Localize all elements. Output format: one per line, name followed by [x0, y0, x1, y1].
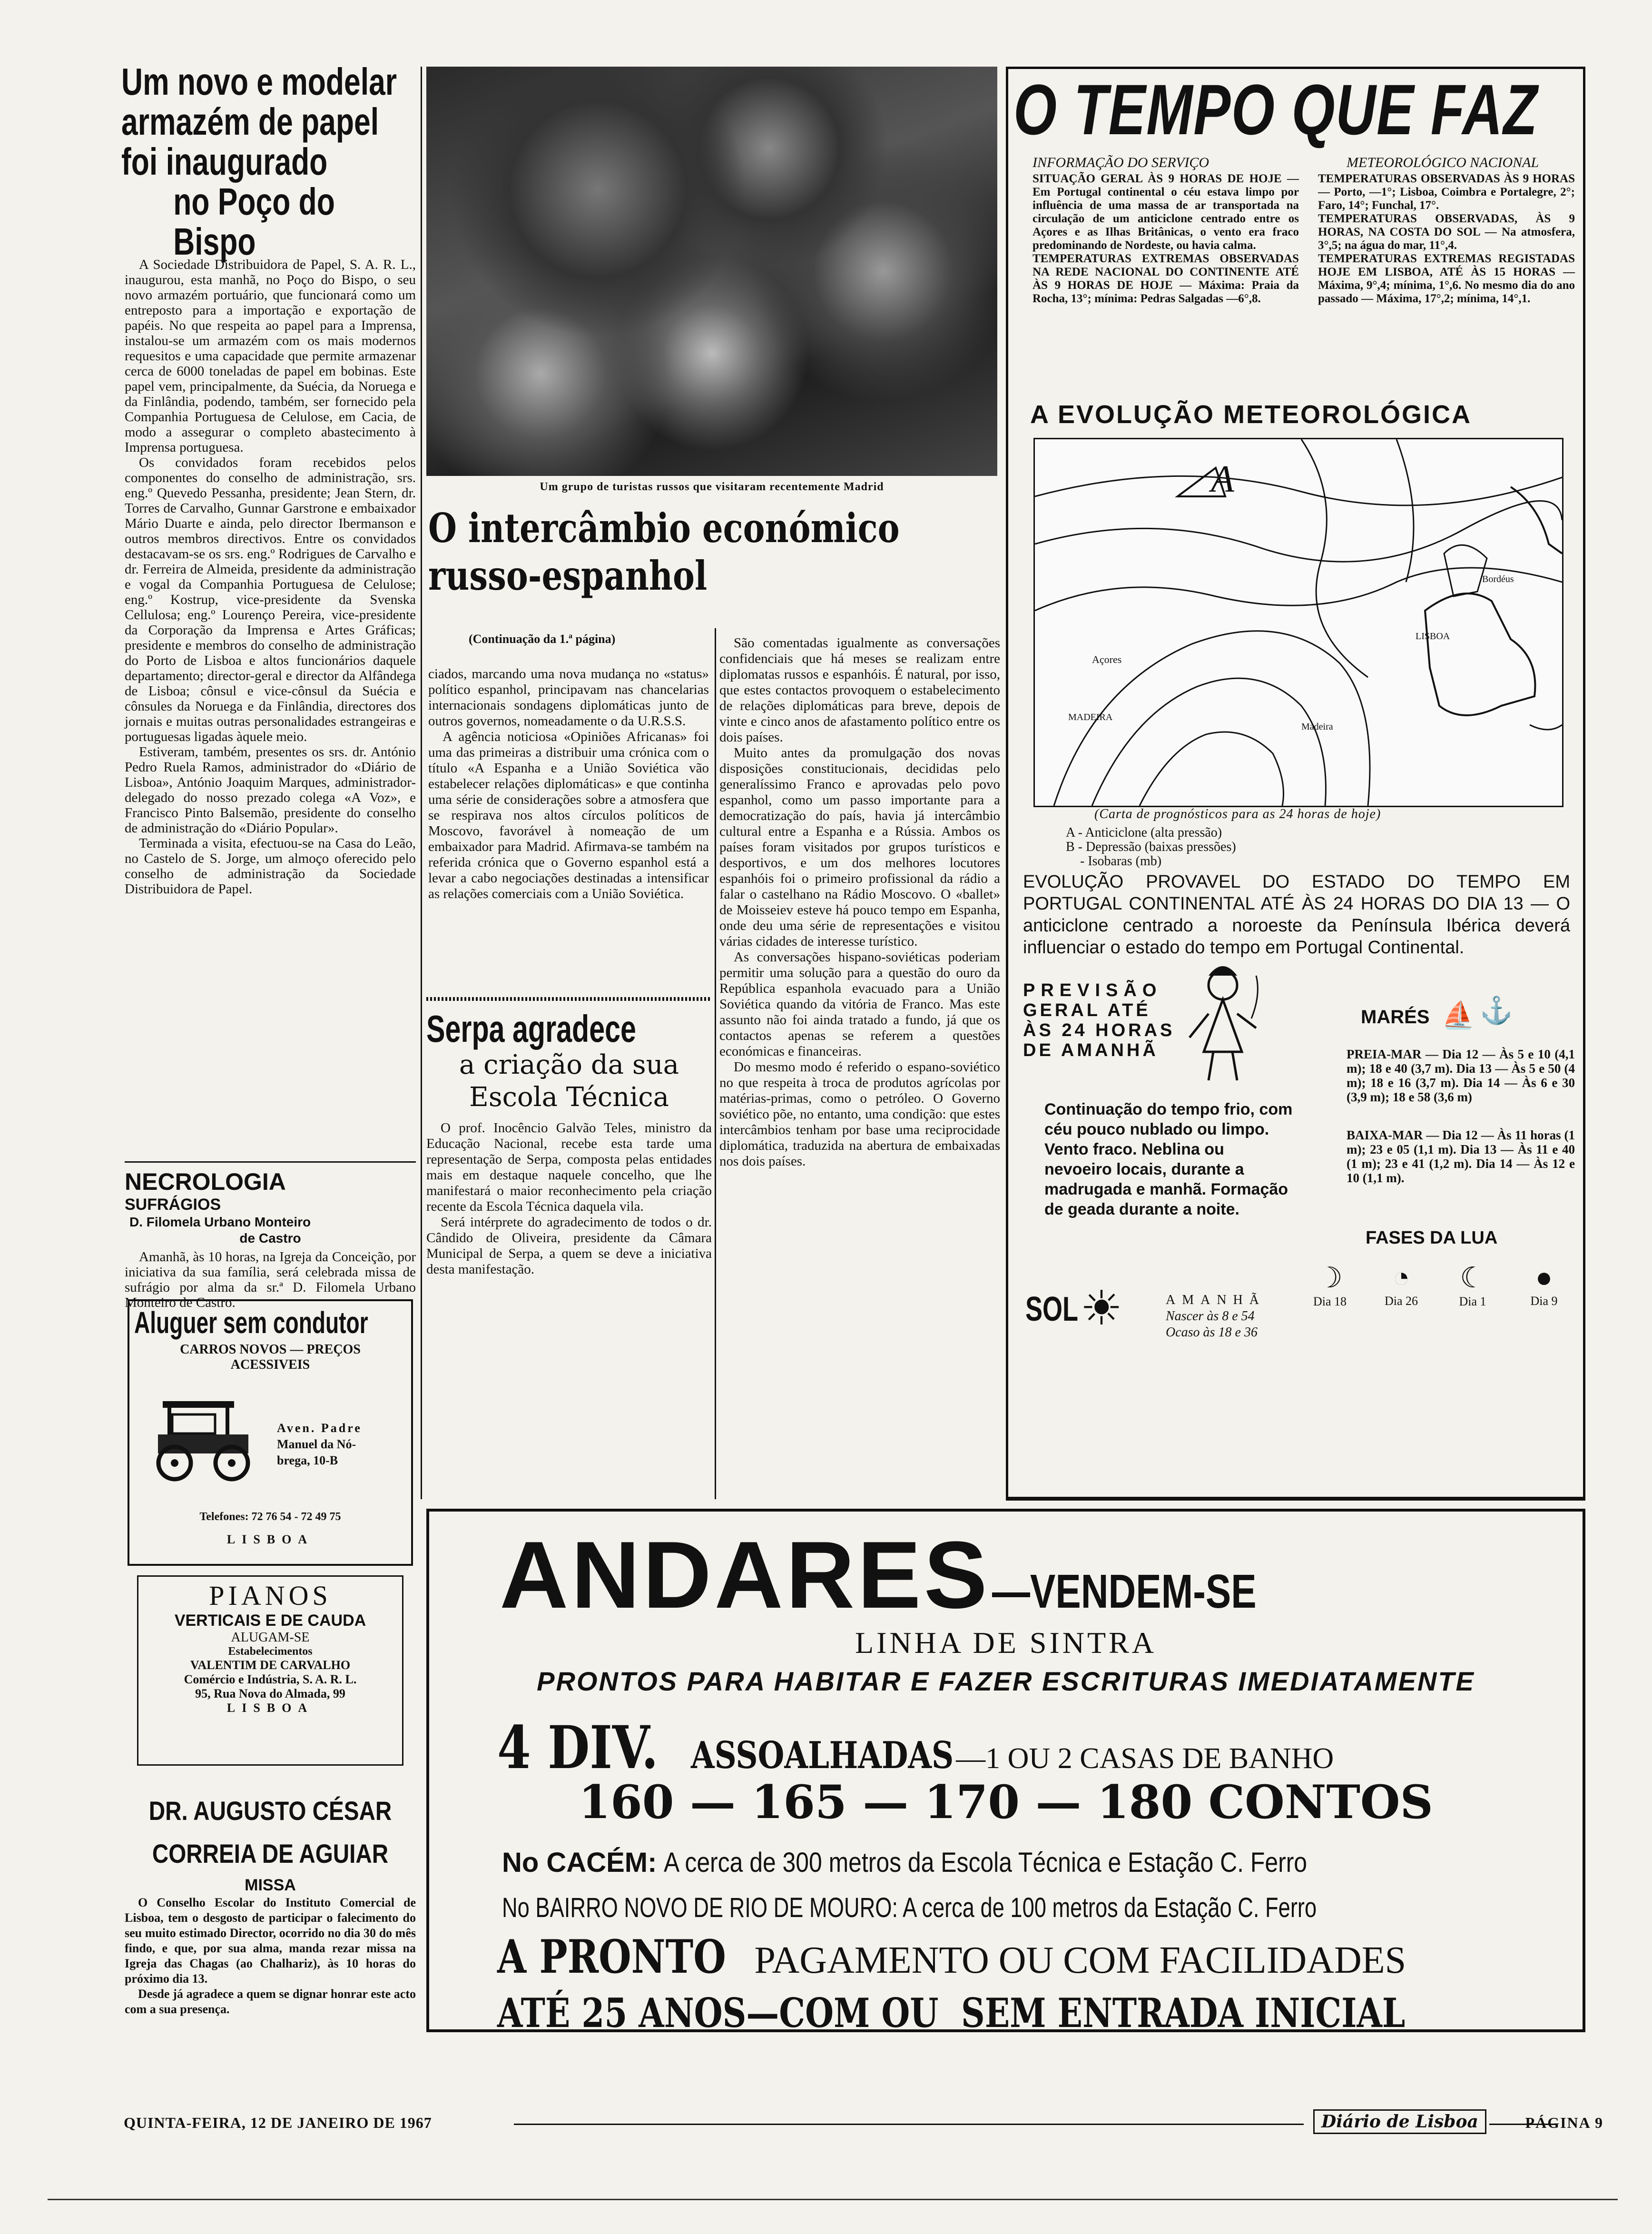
paragraph: TEMPERATURAS OBSERVADAS ÀS 9 HORAS — Porto, —1°; Lisboa, Coimbra e Portalegre, 2°; Faro, 14°; Funchal, 17°. [1318, 172, 1575, 212]
map-legend [1066, 826, 1236, 869]
armazem-article [125, 257, 416, 897]
sem-entrada-text: SEM ENTRADA INICIAL [961, 1989, 1406, 2036]
amanha-label: AMANHÃ [1166, 1293, 1266, 1307]
ate-text: ATÉ 25 ANOS—COM OU [497, 1989, 939, 2036]
serpa-article [426, 1009, 712, 1277]
paragraph: O prof. Inocêncio Galvão Teles, ministro da Educação Nacional, recebe esta tarde uma representação de Serpa, composta pelas entidades mais em destaque naquele concelho, que lhe manifestará o maior reconhecimento pela criação recente da Escola Técnica daquela vila. [426, 1120, 712, 1214]
missa-name: DR. AUGUSTO CÉSAR [148, 1796, 392, 1826]
map-label: Madeira [1301, 722, 1333, 732]
moon-phases [1299, 1261, 1575, 1309]
missa-text: O Conselho Escolar do Instituto Comercial de Lisboa, tem o desgosto de participar o falecimento do seu muito estimado Director, ocorrido no dia 30 do mês findo, e que, por sua alma, manda rezar missa na Igreja das Chagas (ao Chalhariz), às 10 horas do próximo dia 13. [125, 1896, 416, 1986]
map-label: Açores [1092, 653, 1122, 665]
headline-line: russo-espanhol [428, 552, 708, 599]
footer-page: PÁGINA 9 [1525, 2114, 1603, 2131]
aluguer-phones: Telefones: 72 76 54 - 72 49 75 [199, 1511, 341, 1523]
pianos-line: ALUGAM-SE [231, 1630, 310, 1645]
missa-notice [125, 1789, 416, 2017]
ad-prontos: PRONTOS PARA HABITAR E FAZER ESCRITURAS IMEDIATAMENTE [537, 1666, 1475, 1696]
fases-title: FASES DA LUA [1366, 1228, 1498, 1248]
weather-right-text [1318, 172, 1575, 306]
weather-service-left: INFORMAÇÃO DO SERVIÇO [1032, 155, 1210, 170]
moon-phase-date: Dia 1 [1459, 1295, 1486, 1308]
sunrise-time: Nascer às 8 e 54 [1166, 1309, 1255, 1324]
moon-phase [1299, 1261, 1361, 1309]
ad-pronto [497, 1930, 1406, 1984]
evolution-title: A EVOLUÇÃO METEOROLÓGICA [1030, 400, 1472, 429]
serpa-headline: Escola Técnica [469, 1082, 669, 1113]
headline-line: foi inaugurado [121, 140, 328, 183]
pianos-ad [137, 1575, 403, 1766]
weather-service-right: METEOROLÓGICO NACIONAL [1347, 155, 1539, 170]
pianos-line: 95, Rua Nova do Almada, 99 [195, 1687, 345, 1700]
news-photo [426, 67, 997, 476]
previsao-line: DE AMANHÃ [1023, 1040, 1159, 1060]
moon-phase [1370, 1261, 1432, 1309]
footer [124, 2108, 1603, 2137]
necrologia-title: NECROLOGIA [125, 1168, 286, 1195]
necrologia-text: Amanhã, às 10 horas, na Igreja da Conceição, por iniciativa da sua família, será celebrada missa de sufrágio por alma da sr.ª D. Filomela Urbano Monteiro de Castro. [125, 1249, 416, 1310]
paragraph: A Sociedade Distribuidora de Papel, S. A. R. L., inaugurou, esta manhã, no Poço do Bispo, o seu novo armazém portuário, que funcionará como um entreposto para a importação e exportação de papéis. No que respeita ao papel para a Imprensa, instalou-se um armazém com os mais modernos requesitos e uma capacidade que permite armazenar cerca de 6000 toneladas de papel em bobinas. Este papel vem, principalmente, da Suécia, da Noruega e da Finlândia, podendo, também, ser fornecido pela Companhia Portuguesa de Celulose, em Cacia, de modo a assegurar o completo abastecimento à Imprensa portuguesa. [125, 257, 416, 455]
pianos-line: Estabelecimentos [228, 1645, 313, 1658]
paragraph: Do mesmo modo é referido o espano-soviético no que respeita à troca de produtos agrícolas por matérias-primas, como o petróleo. O Governo soviético põe, no entanto, uma condição: que estes intercâmbios tenham por base uma reciprocidade diplomática, traduzida na abertura de embaixadas nos dois países. [719, 1059, 1000, 1169]
map-label: Bordéus [1482, 574, 1514, 584]
moon-first-quarter-icon: ☽ [1317, 1262, 1343, 1294]
left-column [121, 62, 416, 262]
moon-new-icon: ● [1535, 1262, 1553, 1293]
bottom-rule [48, 2199, 1618, 2200]
address-line: brega, 10-B [277, 1453, 338, 1467]
deceased-name: de Castro [239, 1231, 301, 1246]
aluguer-line: CARROS NOVOS — PREÇOS [180, 1342, 361, 1357]
paragraph: Muito antes da promulgação dos novas disposições constitucionais, decididas pelo generalíssimo Franco e aprovadas pelo povo espanhol, como um passo importante para a democratização do país, havia já intercâmbio cultural entre a Espanha e a Rússia. Ambos os países foram visitados por grupos turísticos e desportivos, e um dos melhores locutores espanhóis foi o primeiro profissional da rádio a falar o castelhano na Rádio Moscovo. O «ballet» de Moisseiev esteve há pouco tempo em Espanha, onde deu uma série de representações e visitou várias cidades de interesse turístico. [719, 745, 1000, 949]
address-line: Manuel da Nó- [277, 1437, 356, 1451]
assoalhadas-text: ASSOALHADAS [690, 1734, 954, 1777]
vendem-text: —VENDEM-SE [992, 1565, 1257, 1618]
serpa-text [426, 1120, 712, 1277]
ad-ate [497, 1989, 1503, 2036]
weather-map [1033, 438, 1564, 807]
aluguer-ad [128, 1299, 413, 1566]
paragraph: TEMPERATURAS OBSERVADAS, ÀS 9 HORAS, NA COSTA DO SOL — Na atmosfera, 3°,5; na água do mar, 11°,4. [1318, 212, 1575, 252]
sun-icon: ☀ [1080, 1282, 1123, 1335]
paragraph: TEMPERATURAS EXTREMAS REGISTADAS HOJE EM LISBOA, ATÉ ÀS 15 HORAS — Máxima, 9°,4; mínima, 1°,6. No mesmo dia do ano passado — Máxima, 17°,2; mínima, 14°,1. [1318, 252, 1575, 305]
isobar-map [1035, 439, 1562, 806]
weather-title: O TEMPO QUE FAZ [1013, 69, 1538, 149]
address-line: Aven. Padre [277, 1421, 362, 1435]
map-label: LISBOA [1416, 631, 1450, 642]
previsao-line: PREVISÃO [1023, 980, 1162, 1000]
preia-mar: PREIA-MAR — Dia 12 — Às 5 e 10 (4,1 m); 18 e 40 (3,7 m). Dia 13 — Às 5 e 50 (4 m); 18 e 16 (3,7 m). Dia 14 — Às 6 e 30 (3,9 m); 18 e 58 (3,6 m) [1347, 1047, 1575, 1104]
footer-masthead: Diário de Lisboa [1313, 2109, 1486, 2134]
aluguer-line: ACESSIVEIS [230, 1357, 310, 1372]
legend-item: A - Anticiclone (alta pressão) [1066, 825, 1222, 840]
ad-cacem [502, 1847, 1412, 1878]
sol-label: SOL [1025, 1290, 1079, 1328]
aluguer-city: LISBOA [226, 1532, 314, 1546]
ad-mouro: No BAIRRO NOVO DE RIO DE MOURO: A cerca de 100 metros da Estação C. Ferro [502, 1892, 1317, 1923]
legend-item: - Isobaras (mb) [1080, 854, 1162, 869]
previsao-line: GERAL ATÉ [1023, 1000, 1151, 1020]
ad-assoalhadas [497, 1713, 1334, 1782]
paragraph: Os convidados foram recebidos pelos componentes do conselho de administração, srs. eng.º Quevedo Pessanha, presidente; Jean Stern, dr. Torres de Carvalho, Gunnar Garstrone e embaixador Mário Duarte e ainda, pelo director Ibermanson e outros membros directivos. Entre os convidados destacavam-se os srs. eng.º Rodrigues de Carvalho e dr. Ferreira de Almeida, presidente da administração e vogal da Companhia Portuguesa de Celulose; eng.º Kostrup, vice-presidente da Svenska Cellulosa; eng.º Lourenço Pereira, vice-presidente da Corporação da Imprensa e Artes Gráficas; presidente e membros do conselho de administração do Porto de Lisboa e altos funcionários daquele departamento; director-geral e director da Alfândega de Lisboa; cônsul e vice-cônsul da Suécia e cônsules da Noruega e da Finlândia, directores dos jornais e muitas outras personalidades estrangeiras e portuguesas ligadas àquele meio. [125, 455, 416, 744]
pianos-line: VERTICAIS E DE CAUDA [174, 1611, 366, 1630]
divider [125, 1161, 416, 1163]
map-anticyclone-label: A [1211, 458, 1234, 500]
headline-line: armazém de papel [121, 100, 379, 143]
column-divider [421, 67, 422, 1499]
missa-thanks: Desde já agradece a quem se dignar honrar este acto com a sua presença. [125, 1987, 416, 2016]
paragraph: TEMPERATURAS EXTREMAS OBSERVADAS NA REDE NACIONAL DO CONTINENTE ATÉ ÀS 9 HORAS DE HOJE — Máxima: Praia da Rocha, 13°; mínima: Pedras Salgadas —6°,8. [1032, 252, 1299, 305]
pronto-text: PAGAMENTO OU COM FACILIDADES [754, 1939, 1406, 1981]
paragraph: SITUAÇÃO GERAL ÀS 9 HORAS DE HOJE — Em Portugal continental o céu estava limpo por influência de uma massa de ar transportada na circulação de um anticiclone centrado entre os Açores e as Ilhas Britânicas, o vento era fraco predominando de Nordeste, ou havia calma. [1032, 172, 1299, 252]
paragraph: São comentadas igualmente as conversações confidenciais que há meses se realizam entre diplomatas russos e espanhóis. É natural, por isso, que estes contactos provoquem o estabelecimento de relações diplomáticas para breve, depois de vinte e cinco anos de afastamento político entre os dois países. [719, 635, 1000, 745]
pianos-city: LISBOA [226, 1701, 314, 1715]
intercambio-headline [428, 504, 999, 600]
cacem-label: No CACÉM: [502, 1847, 657, 1878]
moon-phase-date: Dia 26 [1384, 1294, 1418, 1308]
casas-text: —1 OU 2 CASAS DE BANHO [956, 1742, 1334, 1775]
pianos-title: PIANOS [209, 1580, 332, 1611]
paragraph: ciados, marcando uma nova mudança no «status» político espanhol, principavam nas chancelarias internacionais sondagens diplomáticas junto de outros governos, nomeadamente o da U.R.S.S. [428, 666, 709, 729]
sun-times [1166, 1292, 1266, 1341]
previsao-heading [1023, 980, 1175, 1060]
mares-title: MARÉS [1361, 1007, 1430, 1028]
girl-umbrella-icon [1180, 957, 1266, 1090]
map-label: MADEIRA [1068, 712, 1113, 722]
ship-icon: ⛵ [1442, 1001, 1475, 1030]
moon-phase [1513, 1261, 1575, 1309]
column-divider [715, 628, 716, 1499]
continuation-note: (Continuação da 1.ª página) [469, 632, 616, 646]
aluguer-title: Aluguer sem condutor [134, 1305, 368, 1340]
moon-phase-date: Dia 9 [1530, 1294, 1558, 1308]
baixa-mar: BAIXA-MAR — Dia 12 — Às 11 horas (1 m); 23 e 05 (1,1 m). Dia 13 — Às 11 e 40 (1 m); 23 e 41 (1,2 m). Dia 14 — Às 12 e 10 (1,1 m). [1347, 1128, 1575, 1185]
ad-linha: LINHA DE SINTRA [855, 1626, 1157, 1660]
andares-text: ANDARES [500, 1522, 990, 1628]
headline-line: no Poço do Bispo [173, 180, 335, 263]
divider [426, 997, 712, 1001]
divider [1006, 1499, 1585, 1501]
missa-title: MISSA [245, 1876, 296, 1894]
weather-left-text [1032, 172, 1299, 306]
necrologia-notice [125, 1168, 416, 1310]
serpa-headline: Serpa agradece [426, 1008, 636, 1050]
pianos-line: Comércio e Indústria, S. A. R. L. [184, 1672, 357, 1686]
necrologia-subtitle: SUFRÁGIOS [125, 1196, 221, 1214]
missa-name: CORREIA DE AGUIAR [152, 1839, 389, 1868]
headline-armazem [121, 62, 418, 262]
moon-full-icon: ◔ [1392, 1262, 1410, 1293]
pianos-line: VALENTIM DE CARVALHO [190, 1658, 351, 1672]
ad-title [500, 1521, 1546, 1630]
paragraph: A agência noticiosa «Opiniões Africanas» foi uma das primeiras a distribuir uma crónica com o título «A Espanha e a União Soviética vão estabelecer relações diplomáticas» e que continha uma série de considerações sobre a atmosfera que se respirava nos altos círculos políticos de Moscovo, favorável à nomeação de um embaixador para Madrid. Afirmava-se também na referida crónica que o Governo espanhol está a levar a cabo negociações destinadas a intensificar as relações comerciais com a União Soviética. [428, 729, 709, 901]
photo-caption: Um grupo de turistas russos que visitaram recentemente Madrid [540, 481, 884, 493]
vintage-car-icon [144, 1392, 263, 1487]
ad-contos: 160 — 165 — 170 — 180 CONTOS [579, 1775, 1433, 1829]
map-caption: (Carta de prognósticos para as 24 horas de hoje) [1094, 807, 1381, 821]
sunset-time: Ocaso às 18 e 36 [1166, 1325, 1258, 1340]
headline-line: O intercâmbio económico [428, 504, 900, 552]
footer-rule [514, 2124, 1304, 2125]
pronto-bold: A PRONTO [497, 1930, 726, 1984]
paragraph: Estiveram, também, presentes os srs. dr. António Pedro Ruela Ramos, administrador do «Diário de Lisboa», António Joaquim Marques, administrador-delegado do nosso prezado colega «A Voz», e Francisco Pinto Balsemão, presidente do conselho de administração do «Diário Popular». [125, 744, 416, 836]
aluguer-address [277, 1420, 362, 1469]
paragraph: Será intérprete do agradecimento de todos o dr. Cândido de Oliveira, presidente da Câmara Municipal de Serpa, a quem se deve a iniciativa desta manifestação. [426, 1215, 712, 1277]
moon-last-quarter-icon: ☾ [1460, 1262, 1485, 1294]
moon-phase-date: Dia 18 [1313, 1295, 1347, 1308]
previsao-text: Continuação do tempo frio, com céu pouco nublado ou limpo. Vento fraco. Neblina ou nevoeiro locais, durante a madrugada e manhã. Formação de geada durante a noite. [1044, 1100, 1293, 1218]
diver-icon: ⚓ [1480, 996, 1513, 1026]
previsao-line: ÀS 24 HORAS [1023, 1020, 1175, 1040]
headline-line: Um novo e modelar [121, 60, 397, 103]
paragraph: As conversações hispano-soviéticas poderiam permitir uma solução para a questão do ouro da República espanhola evacuado para a União Soviética quando da vitória de Franco. Mas este assunto não foi ainda tratado a fundo, já que os contactos apenas se referem a questões económicas e financeiras. [719, 949, 1000, 1059]
paragraph: Terminada a visita, efectuou-se na Casa do Leão, no Castelo de S. Jorge, um almoço oferecido pelo conselho de administração da Sociedade Distribuidora de Papel. [125, 836, 416, 897]
serpa-headline: a criação da sua [459, 1049, 679, 1080]
deceased-name: D. Filomela Urbano Monteiro [129, 1215, 311, 1229]
footer-date: QUINTA-FEIRA, 12 DE JANEIRO DE 1967 [124, 2114, 432, 2131]
legend-item: B - Depressão (baixas pressões) [1066, 840, 1236, 854]
intercambio-col1 [428, 666, 709, 902]
div-text: 4 DIV. [497, 1713, 659, 1782]
intercambio-col2 [719, 635, 1000, 1169]
weather-forecast: EVOLUÇÃO PROVAVEL DO ESTADO DO TEMPO EM PORTUGAL CONTINENTAL ATÉ ÀS 24 HORAS DO DIA 13 — O anticiclone centrado a noroeste da Península Ibérica deverá influenciar o estado do tempo em Portugal Continental. [1023, 872, 1570, 958]
cacem-text: A cerca de 300 metros da Escola Técnica e Estação C. Ferro [663, 1847, 1307, 1878]
moon-phase [1442, 1261, 1504, 1309]
